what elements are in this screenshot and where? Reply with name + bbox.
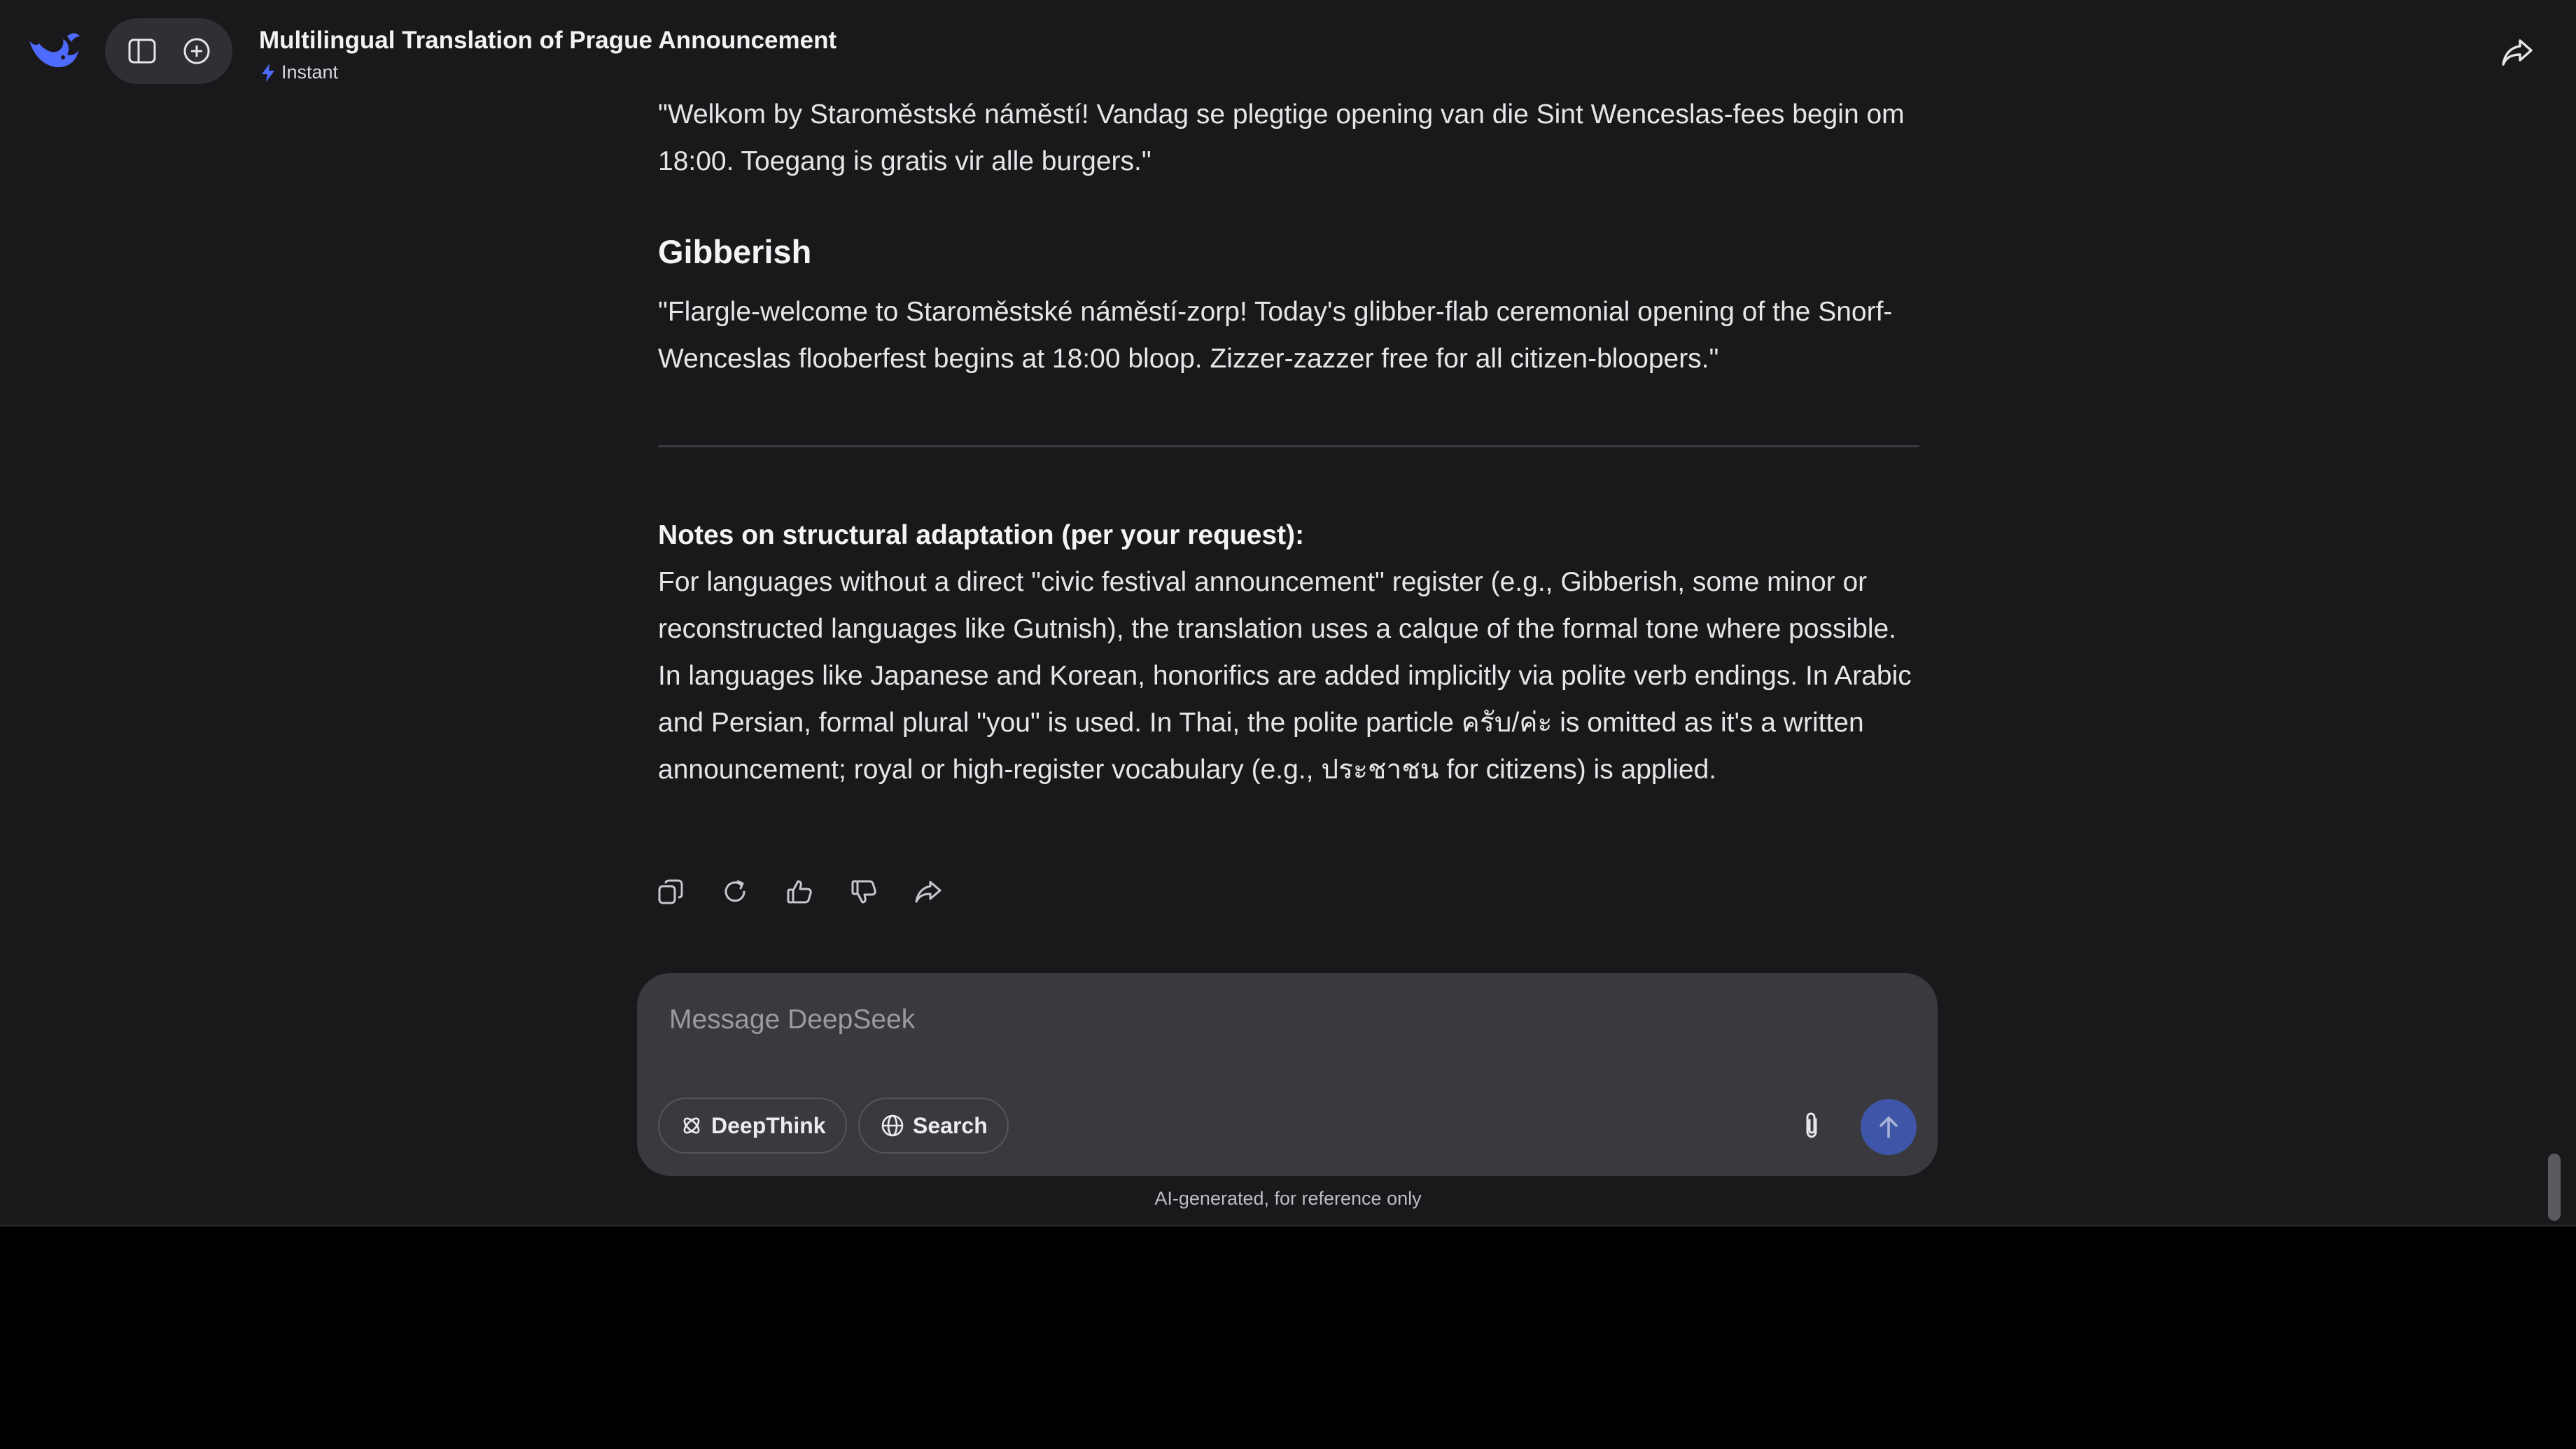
scrollbar-thumb[interactable] <box>2548 1154 2561 1221</box>
gibberish-translation: "Flargle-welcome to Staroměstské náměstí-zorp! Today's glibber-flab ceremonial opening of the Snorf-Wenceslas flooberfest begins at 18:00 bloop. Zizzer-zazzer free for all citizen-bloopers." <box>658 297 1893 374</box>
afrikaans-translation: "Welkom by Staroměstské náměstí! Vandag se plegtige opening van die Sint Wenceslas-fees begin om 18:00. Toegang is gratis vir alle burgers." <box>658 99 1905 176</box>
sidebar-toggle-icon[interactable] <box>123 32 161 70</box>
message-actions <box>655 876 944 907</box>
whale-logo-icon[interactable] <box>27 28 81 74</box>
thumbs-down-icon[interactable] <box>848 876 879 907</box>
disclaimer-text: AI-generated, for reference only <box>1154 1188 1422 1209</box>
section-heading-gibberish: Gibberish <box>658 233 812 270</box>
thumbs-up-icon[interactable] <box>784 876 815 907</box>
arrow-up-icon <box>1876 1113 1901 1141</box>
header <box>0 0 2576 98</box>
lightning-icon <box>260 63 276 83</box>
deepthink-label: DeepThink <box>711 1112 826 1138</box>
copy-icon[interactable] <box>655 876 686 907</box>
assistant-message <box>658 91 1925 793</box>
message-composer <box>637 973 1938 1176</box>
divider <box>658 445 1919 447</box>
globe-icon <box>881 1114 904 1138</box>
search-label: Search <box>913 1112 988 1138</box>
atom-icon <box>680 1114 703 1137</box>
notes-text: For languages without a direct "civic festival announcement" register (e.g., Gibberish, some minor or reconstructed languages like Gutnish), the translation uses a calque of the formal tone where possible. In languages like Japanese and Korean, honorifics are added implicitly via polite verb endings. In Arabic and Persian, formal plural "you" is used. In Thai, the polite particle ครับ/ค่ะ is omitted as it's a written announcement; royal or high-register vocabulary (e.g., ประชาชน for citizens) is applied. <box>658 567 1912 785</box>
share-icon[interactable] <box>2500 36 2534 67</box>
search-button[interactable] <box>858 1098 1009 1154</box>
regenerate-icon[interactable] <box>720 876 750 907</box>
mode-indicator <box>260 62 338 83</box>
chat-title: Multilingual Translation of Prague Announcement <box>259 27 837 54</box>
new-chat-icon[interactable] <box>178 32 216 70</box>
deepthink-button[interactable] <box>658 1098 847 1154</box>
notes-title: Notes on structural adaptation (per your request): <box>658 520 1305 550</box>
mode-label: Instant <box>281 62 339 83</box>
sidebar-controls <box>105 18 232 84</box>
send-button[interactable] <box>1861 1099 1917 1155</box>
message-input[interactable] <box>668 1000 1861 1040</box>
share-icon[interactable] <box>913 876 944 907</box>
paperclip-icon[interactable] <box>1796 1110 1827 1141</box>
